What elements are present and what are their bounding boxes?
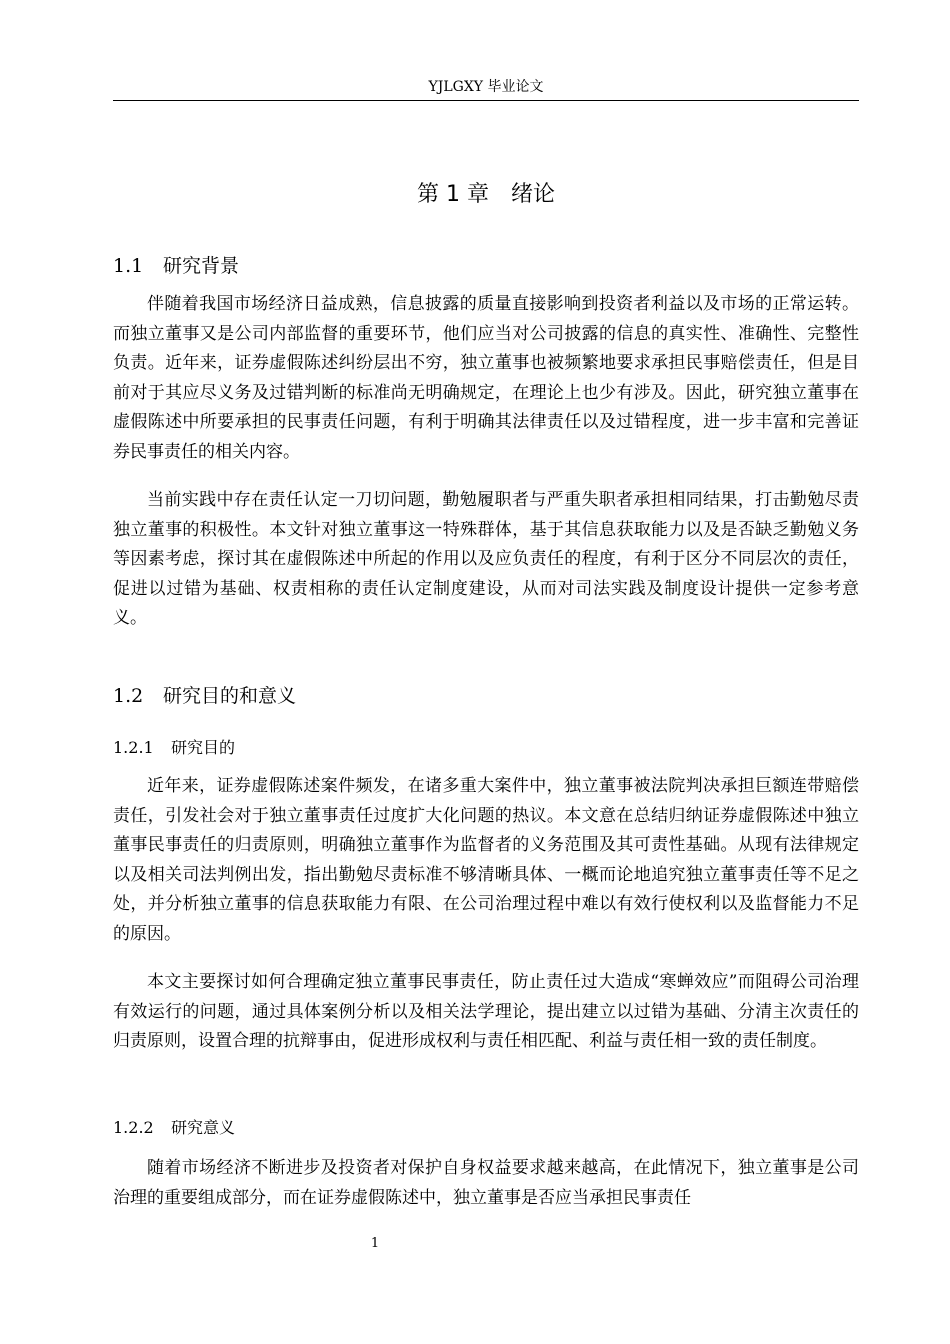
chapter-name: 绪论 xyxy=(510,182,555,207)
chapter-title xyxy=(113,181,859,209)
section-heading-1-1 xyxy=(113,254,239,278)
section-number: 1.1 xyxy=(113,255,144,277)
header-rule xyxy=(113,100,859,101)
section-title: 研究背景 xyxy=(163,255,240,277)
subsection-number: 1.2.1 xyxy=(113,738,154,757)
section-heading-1-2 xyxy=(113,684,296,708)
paragraph: 当前实践中存在责任认定一刀切问题，勤勉履职者与严重失职者承担相同结果，打击勤勉尽责独立董事的积极性。本文针对独立董事这一特殊群体，基于其信息获取能力以及是否缺乏勤勉义务等因素考虑，探讨其在虚假陈述中所起的作用以及应负责任的程度，有利于区分不同层次的责任，促进以过错为基础、权责相称的责任认定制度建设，从而对司法实践及制度设计提供一定参考意义。 xyxy=(113,490,859,628)
section-number: 1.2 xyxy=(113,685,144,707)
subsection-heading-1-2-1 xyxy=(113,738,235,758)
page-number: 1 xyxy=(370,1236,380,1251)
paragraph: 伴随着我国市场经济日益成熟，信息披露的质量直接影响到投资者利益以及市场的正常运转。而独立董事又是公司内部监督的重要环节，他们应当对公司披露的信息的真实性、准确性、完整性负责。近年来，证券虚假陈述纠纷层出不穷，独立董事也被频繁地要求承担民事赔偿责任，但是目前对于其应尽义务及过错判断的标准尚无明确规定，在理论上也少有涉及。因此，研究独立董事在虚假陈述中所要承担的民事责任问题，有利于明确其法律责任以及过错程度，进一步丰富和完善证券民事责任的相关内容。 xyxy=(113,294,859,462)
subsection-title: 研究意义 xyxy=(171,1118,236,1137)
subsection-number: 1.2.2 xyxy=(113,1118,154,1137)
paragraph: 随着市场经济不断进步及投资者对保护自身权益要求越来越高，在此情况下，独立董事是公司治理的重要组成部分，而在证券虚假陈述中，独立董事是否应当承担民事责任 xyxy=(113,1158,859,1208)
subsection-title: 研究目的 xyxy=(171,738,236,757)
paragraph: 本文主要探讨如何合理确定独立董事民事责任，防止责任过大造成“寒蝉效应”而阻碍公司治理有效运行的问题，通过具体案例分析以及相关法学理论，提出建立以过错为基础、分清主次责任的归责原则，设置合理的抗辩事由，促进形成权利与责任相匹配、利益与责任相一致的责任制度。 xyxy=(113,972,859,1051)
paragraph: 近年来，证券虚假陈述案件频发，在诸多重大案件中，独立董事被法院判决承担巨额连带赔偿责任，引发社会对于独立董事责任过度扩大化问题的热议。本文意在总结归纳证券虚假陈述中独立董事民事责任的归责原则，明确独立董事作为监督者的义务范围及其可责性基础。从现有法律规定以及相关司法判例出发，指出勤勉尽责标准不够清晰具体、一概而论地追究独立董事责任等不足之处，并分析独立董事的信息获取能力有限、在公司治理过程中难以有效行使权利以及监督能力不足的原因。 xyxy=(113,776,859,944)
chapter-number: 第 1 章 xyxy=(417,182,489,207)
subsection-heading-1-2-2 xyxy=(113,1118,235,1138)
section-title: 研究目的和意义 xyxy=(163,685,297,707)
running-header: YJLGXY 毕业论文 xyxy=(428,79,544,95)
